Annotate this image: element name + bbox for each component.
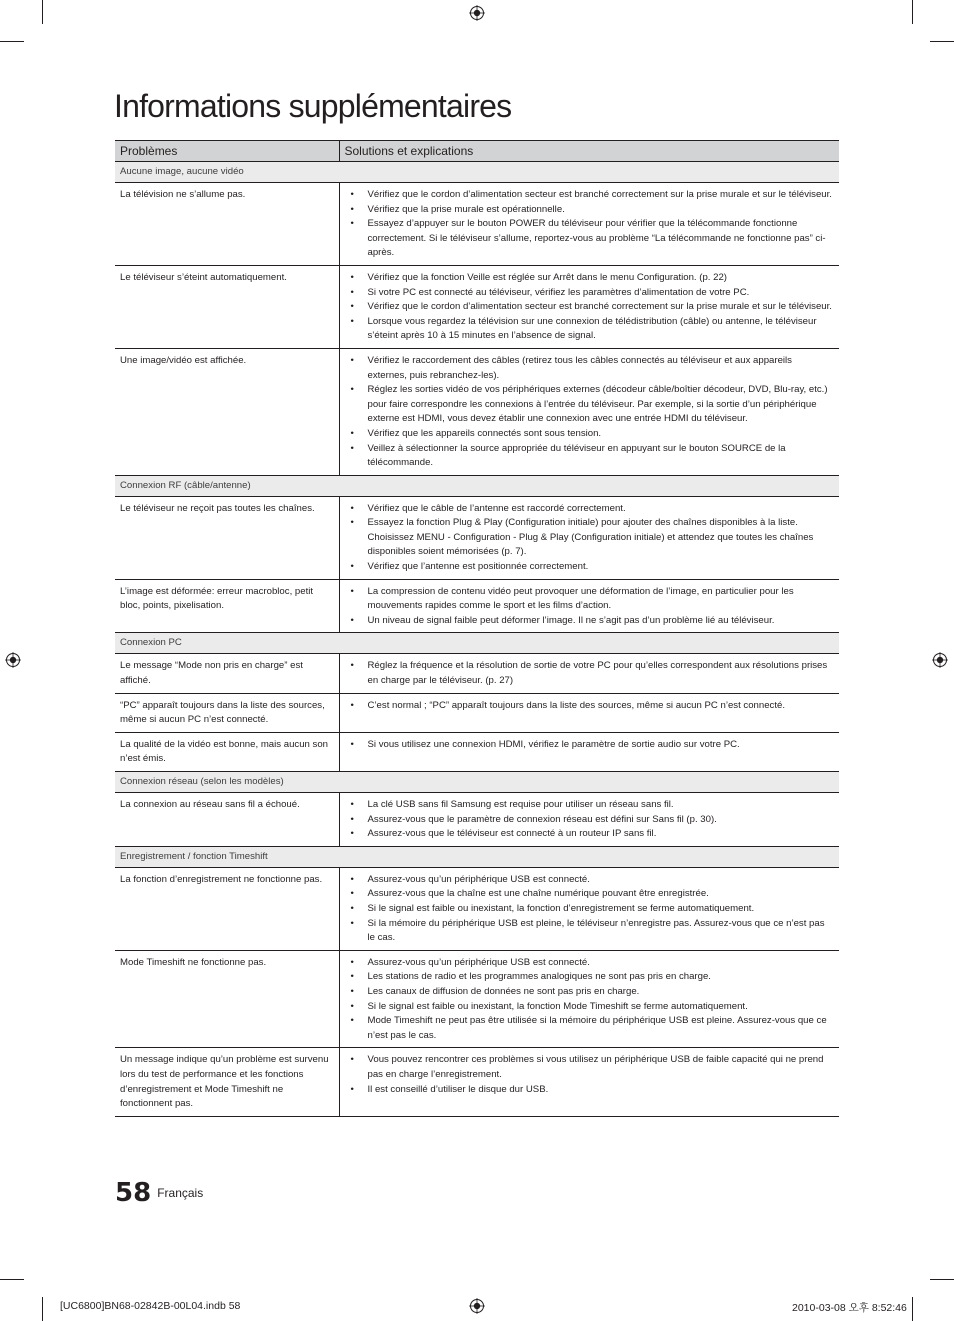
page-footer xyxy=(115,1178,203,1208)
solution-item: • Si le signal est faible ou inexistant, la fonction Mode Timeshift se ferme automatiquement. xyxy=(345,1000,834,1015)
section-title: Enregistrement / fonction Timeshift xyxy=(115,846,839,867)
crop-mark xyxy=(0,41,24,42)
section-header-row xyxy=(115,772,839,793)
table-row xyxy=(115,793,839,847)
registration-mark-icon xyxy=(5,652,21,668)
problem-cell: La télévision ne s’allume pas. xyxy=(115,183,339,266)
solution-item: • Assurez-vous que le téléviseur est connecté à un routeur IP sans fil. xyxy=(345,827,834,842)
crop-mark xyxy=(930,41,954,42)
solution-list xyxy=(345,659,834,688)
page-title: Informations supplémentaires xyxy=(114,88,512,124)
solution-cell xyxy=(339,654,839,693)
solution-item: • Vérifiez le raccordement des câbles (retirez tous les câbles connectés au téléviseur et aux appareils externes, puis rebranchez-les). xyxy=(345,354,834,383)
table-row xyxy=(115,265,839,348)
section-header-row xyxy=(115,846,839,867)
solution-cell xyxy=(339,950,839,1048)
problem-cell: Le téléviseur ne reçoit pas toutes les chaînes. xyxy=(115,496,339,579)
solution-item: • Si le signal est faible ou inexistant, la fonction d’enregistrement se ferme automatiquement. xyxy=(345,902,834,917)
registration-mark-icon xyxy=(932,652,948,668)
solution-item: • Vérifiez que le cordon d’alimentation secteur est branché correctement sur la prise murale et sur le téléviseur. xyxy=(345,188,834,203)
solution-list xyxy=(345,873,834,946)
table-row xyxy=(115,1048,839,1116)
problem-cell: Une image/vidéo est affichée. xyxy=(115,348,339,475)
table-row xyxy=(115,348,839,475)
section-header-row xyxy=(115,633,839,654)
solution-item: • Assurez-vous que le paramètre de connexion réseau est défini sur Sans fil (p. 30). xyxy=(345,813,834,828)
problem-cell: “PC” apparaît toujours dans la liste des sources, même si aucun PC n’est connecté. xyxy=(115,693,339,732)
crop-mark xyxy=(42,0,43,24)
solution-list xyxy=(345,354,834,471)
column-header-problems: Problèmes xyxy=(115,141,339,162)
solution-cell xyxy=(339,732,839,771)
solution-item: • Lorsque vous regardez la télévision sur une connexion de télédistribution (câble) ou antenne, le téléviseur s’éteint après 10 à 15 minutes en l’absence de signal. xyxy=(345,315,834,344)
solution-item: • Mode Timeshift ne peut pas être utilisée si la mémoire du périphérique USB est pleine. Assurez-vous que ce n’est pas le cas. xyxy=(345,1014,834,1043)
section-title: Connexion PC xyxy=(115,633,839,654)
solution-cell xyxy=(339,496,839,579)
table-row xyxy=(115,732,839,771)
solution-item: • Essayez d’appuyer sur le bouton POWER du téléviseur pour vérifier que la télécommande fonctionne correctement. Si le téléviseur s’allume, reportez-vous au problème “La télécommande ne fonctionne pas” ci-après. xyxy=(345,217,834,261)
solution-item: • Vérifiez que la prise murale est opérationnelle. xyxy=(345,203,834,218)
solution-cell xyxy=(339,265,839,348)
solution-item: • Si votre PC est connecté au téléviseur, vérifiez les paramètres d’alimentation de votre PC. xyxy=(345,286,834,301)
solution-item: • Réglez les sorties vidéo de vos périphériques externes (décodeur câble/boîtier décodeur, DVD, Blu-ray, etc.) pour faire correspondre les connexions à l’entrée du téléviseur. Par exemple, si la sortie d’un périphérique externe est HDMI, vous devez établir une connexion avec une entrée HDMI du téléviseur. xyxy=(345,383,834,427)
solution-item: • Vous pouvez rencontrer ces problèmes si vous utilisez un périphérique USB de faible capacité qui ne prend pas en charge l’enregistrement. xyxy=(345,1053,834,1082)
solution-item: • Si la mémoire du périphérique USB est pleine, le téléviseur n’enregistre pas. Assurez-vous que ce n’est pas le cas. xyxy=(345,917,834,946)
solution-list xyxy=(345,738,834,753)
crop-mark xyxy=(930,1279,954,1280)
problem-cell: Le message “Mode non pris en charge” est affiché. xyxy=(115,654,339,693)
table-row xyxy=(115,693,839,732)
problem-cell: La fonction d’enregistrement ne fonctionne pas. xyxy=(115,867,339,950)
solution-list xyxy=(345,1053,834,1097)
solution-item: • Vérifiez que la fonction Veille est réglée sur Arrêt dans le menu Configuration. (p. 22) xyxy=(345,271,834,286)
crop-mark xyxy=(912,1297,913,1321)
solution-list xyxy=(345,798,834,842)
registration-mark-icon xyxy=(469,5,485,21)
problem-cell: Un message indique qu’un problème est survenu lors du test de performance et les fonctions d’enregistrement et Mode Timeshift ne fonctionnent pas. xyxy=(115,1048,339,1116)
solution-item: • Vérifiez que les appareils connectés sont sous tension. xyxy=(345,427,834,442)
section-title: Connexion RF (câble/antenne) xyxy=(115,475,839,496)
solution-item: • Un niveau de signal faible peut déformer l’image. Il ne s’agit pas d’un problème lié au téléviseur. xyxy=(345,614,834,629)
section-title: Connexion réseau (selon les modèles) xyxy=(115,772,839,793)
crop-mark xyxy=(42,1297,43,1321)
problem-cell: Mode Timeshift ne fonctionne pas. xyxy=(115,950,339,1048)
solution-item: • Les stations de radio et les programmes analogiques ne sont pas pris en charge. xyxy=(345,970,834,985)
solution-cell xyxy=(339,1048,839,1116)
solution-cell xyxy=(339,693,839,732)
solution-item: • La compression de contenu vidéo peut provoquer une déformation de l’image, en particulier pour les mouvements rapides comme le sport et les films d’action. xyxy=(345,585,834,614)
solution-cell xyxy=(339,348,839,475)
solution-item: • Vérifiez que l’antenne est positionnée correctement. xyxy=(345,560,834,575)
crop-mark xyxy=(912,0,913,24)
section-header-row xyxy=(115,475,839,496)
solution-list xyxy=(345,585,834,629)
solution-list xyxy=(345,956,834,1044)
solution-item: • Il est conseillé d’utiliser le disque dur USB. xyxy=(345,1083,834,1098)
solution-item: • Si vous utilisez une connexion HDMI, vérifiez le paramètre de sortie audio sur votre PC. xyxy=(345,738,834,753)
solution-cell xyxy=(339,183,839,266)
solution-cell xyxy=(339,867,839,950)
registration-mark-icon xyxy=(469,1298,485,1314)
table-row xyxy=(115,654,839,693)
solution-list xyxy=(345,699,834,714)
table-header-row xyxy=(115,141,839,162)
solution-list xyxy=(345,188,834,261)
solution-item: • C’est normal ; “PC” apparaît toujours dans la liste des sources, même si aucun PC n’est connecté. xyxy=(345,699,834,714)
solution-item: • Assurez-vous qu’un périphérique USB est connecté. xyxy=(345,956,834,971)
section-title: Aucune image, aucune vidéo xyxy=(115,162,839,183)
solution-list xyxy=(345,502,834,575)
table-row xyxy=(115,496,839,579)
table-row xyxy=(115,950,839,1048)
problem-cell: Le téléviseur s’éteint automatiquement. xyxy=(115,265,339,348)
solution-item: • Réglez la fréquence et la résolution de sortie de votre PC pour qu’elles correspondent aux résolutions prises en charge par le téléviseur. (p. 27) xyxy=(345,659,834,688)
table-row xyxy=(115,867,839,950)
problem-cell: L’image est déformée: erreur macrobloc, petit bloc, points, pixelisation. xyxy=(115,579,339,633)
print-slug-timestamp: 2010-03-08 오후 8:52:46 xyxy=(792,1302,907,1314)
table-body xyxy=(115,162,839,1117)
troubleshooting-table xyxy=(115,140,839,1117)
solution-item: • Assurez-vous qu’un périphérique USB est connecté. xyxy=(345,873,834,888)
table-row xyxy=(115,579,839,633)
crop-mark xyxy=(0,1279,24,1280)
solution-item: • Essayez la fonction Plug & Play (Configuration initiale) pour ajouter des chaînes disponibles à la liste. Choisissez MENU - Configuration - Plug & Play (Configuration initiale) et attendez que toutes les chaînes disponibles soient mémorisées (p. 7). xyxy=(345,516,834,560)
solution-item: • Les canaux de diffusion de données ne sont pas pris en charge. xyxy=(345,985,834,1000)
page-number: 58 xyxy=(115,1178,152,1208)
solution-item: • Assurez-vous que la chaîne est une chaîne numérique pouvant être enregistrée. xyxy=(345,887,834,902)
table-row xyxy=(115,183,839,266)
language-label: Français xyxy=(157,1186,204,1200)
problem-cell: La connexion au réseau sans fil a échoué. xyxy=(115,793,339,847)
solution-item: • Vérifiez que le cordon d’alimentation secteur est branché correctement sur la prise murale et sur le téléviseur. xyxy=(345,300,834,315)
solution-list xyxy=(345,271,834,344)
solution-cell xyxy=(339,793,839,847)
solution-item: • Veillez à sélectionner la source appropriée du téléviseur en appuyant sur le bouton SOURCE de la télécommande. xyxy=(345,442,834,471)
section-header-row xyxy=(115,162,839,183)
solution-item: • La clé USB sans fil Samsung est requise pour utiliser un réseau sans fil. xyxy=(345,798,834,813)
solution-item: • Vérifiez que le câble de l’antenne est raccordé correctement. xyxy=(345,502,834,517)
solution-cell xyxy=(339,579,839,633)
column-header-solutions: Solutions et explications xyxy=(339,141,839,162)
print-slug-file: [UC6800]BN68-02842B-00L04.indb 58 xyxy=(60,1300,241,1312)
problem-cell: La qualité de la vidéo est bonne, mais aucun son n’est émis. xyxy=(115,732,339,771)
